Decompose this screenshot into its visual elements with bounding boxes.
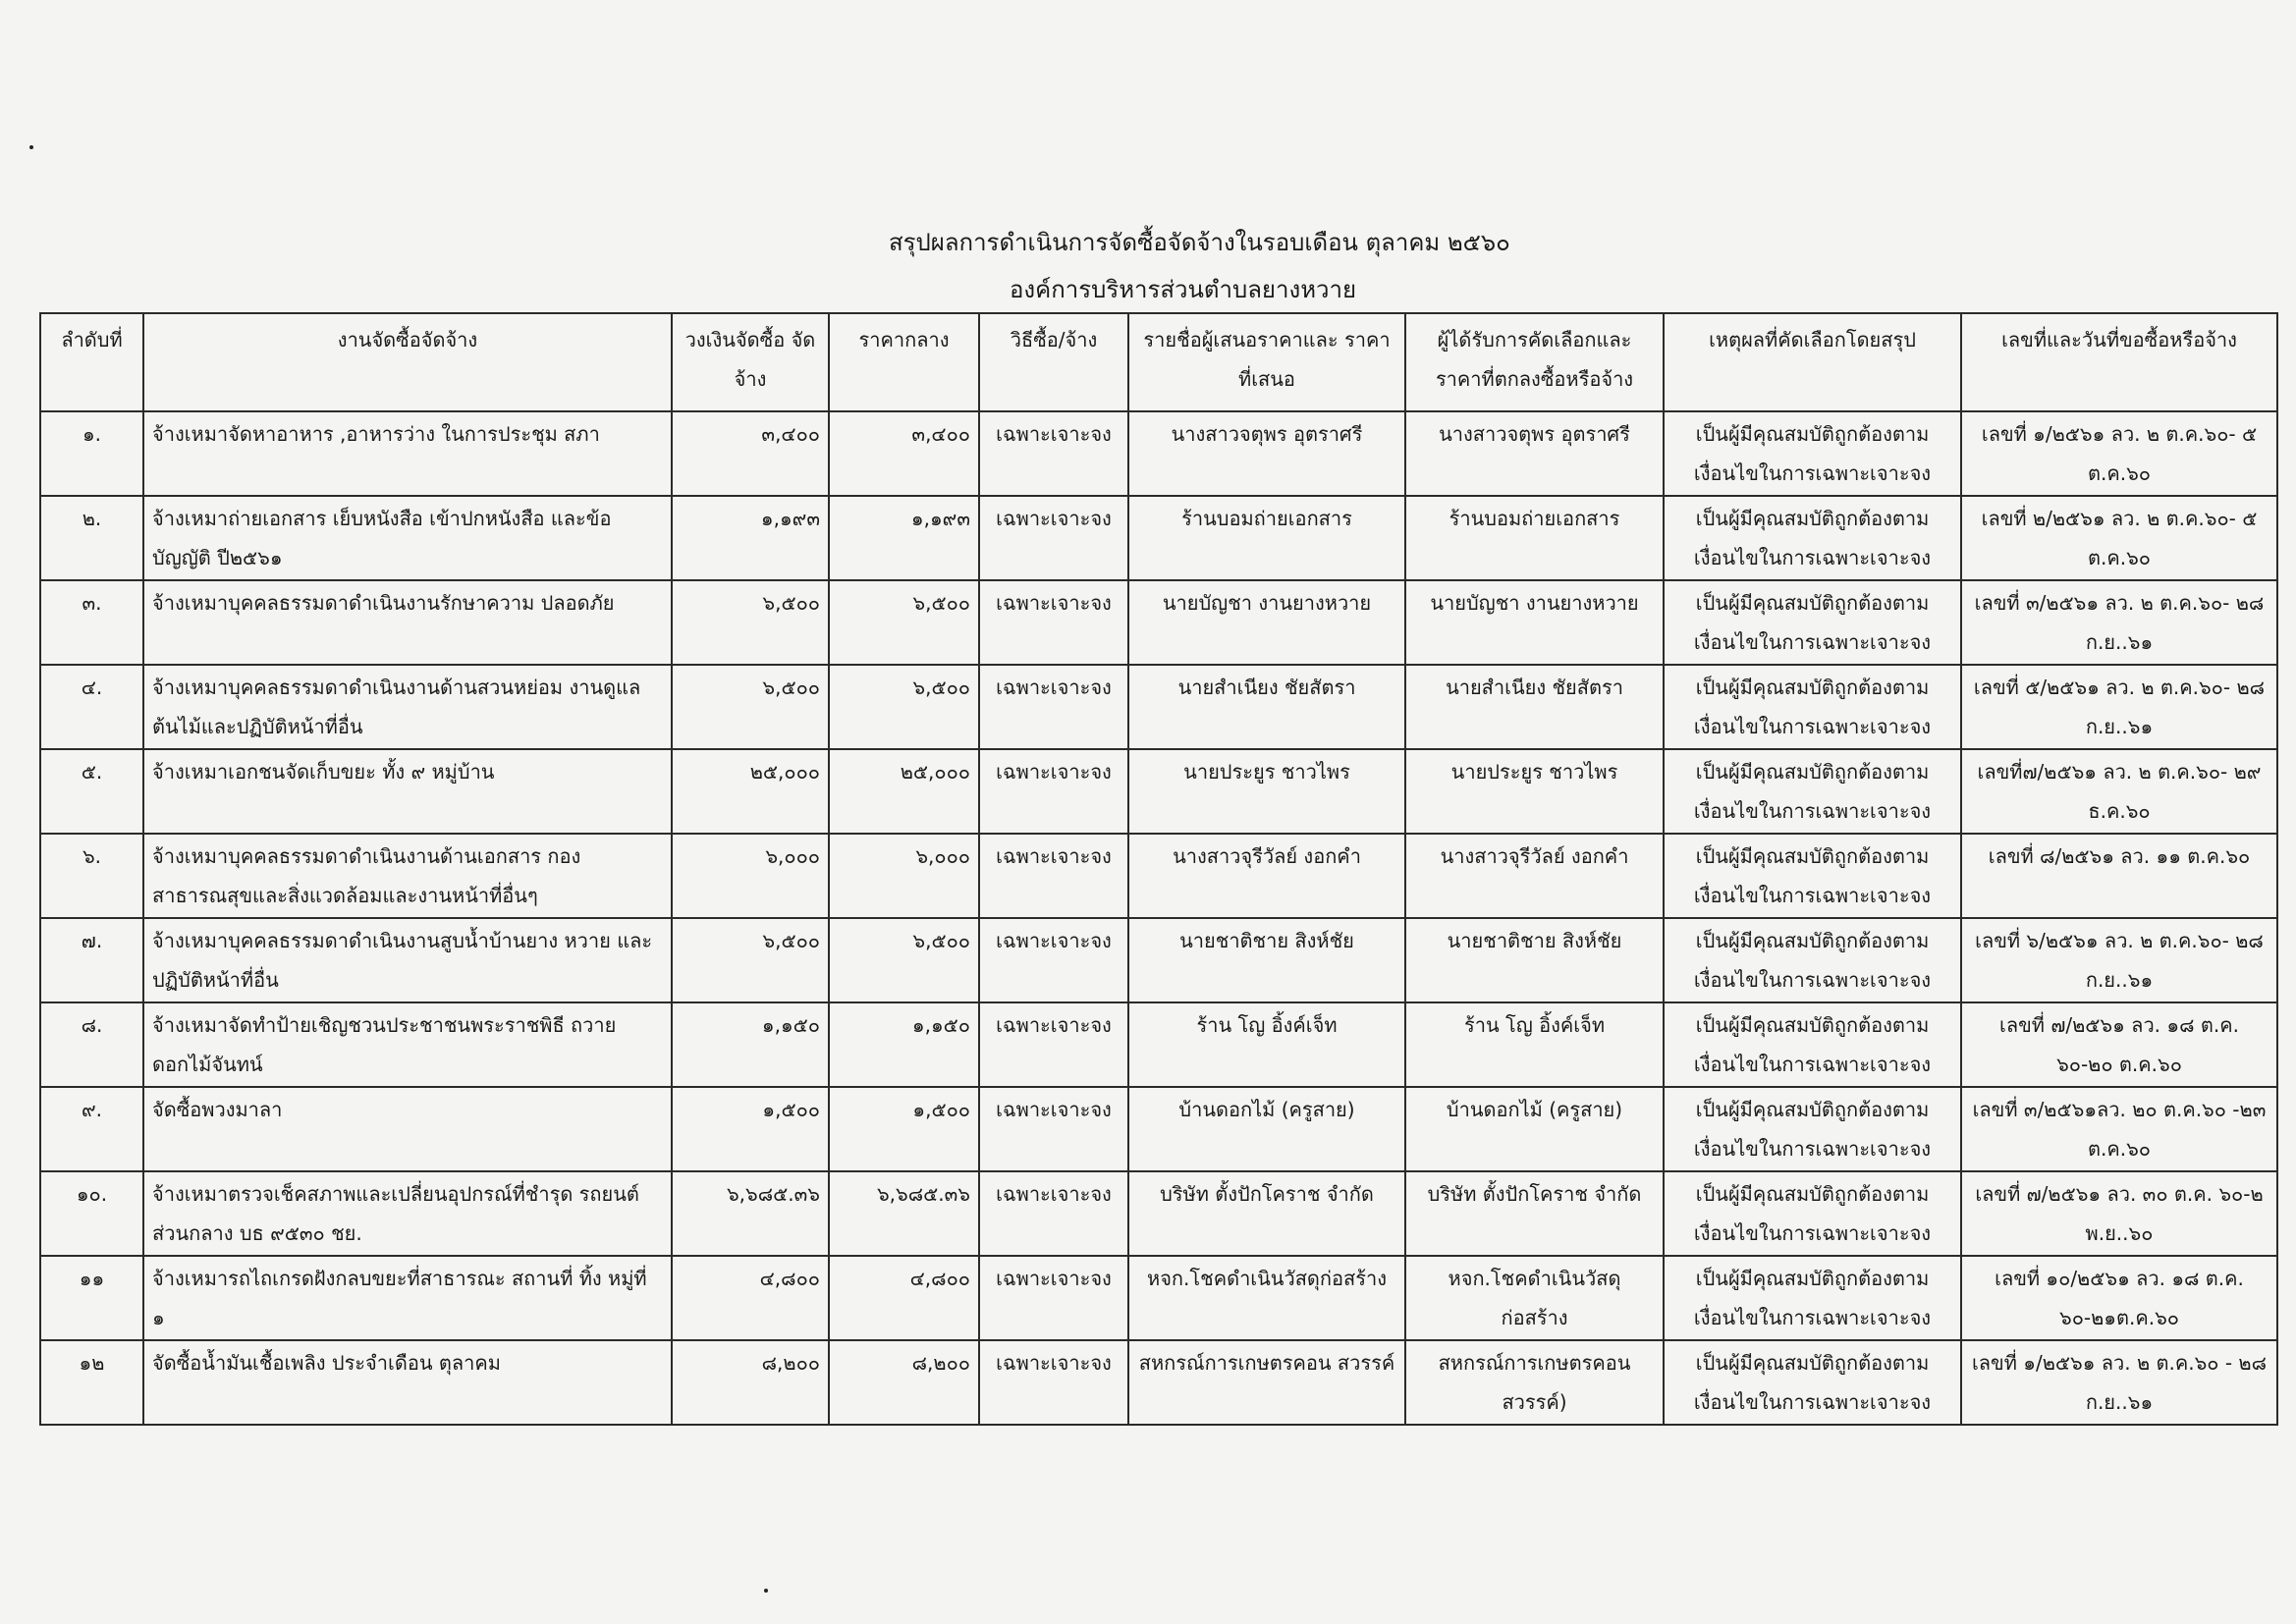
table-row	[40, 918, 2277, 1002]
header-bidders: รายชื่อผู้เสนอราคาและ ราคาที่เสนอ	[1128, 313, 1405, 411]
row-bidder: ร้าน โญ อิ้งค์เจ็ท	[1128, 1002, 1405, 1087]
table-row	[40, 411, 2277, 496]
row-winner: ร้าน โญ อิ้งค์เจ็ท	[1405, 1002, 1664, 1087]
row-reference: เลขที่ ๒/๒๕๖๑ ลว. ๒ ต.ค.๖๐- ๕ ต.ค.๖๐	[1961, 496, 2277, 580]
header-median-price: ราคากลาง	[829, 313, 979, 411]
row-method: เฉพาะเจาะจง	[979, 749, 1128, 834]
row-reference: เลขที่ ๓/๒๕๖๑ ลว. ๒ ต.ค.๖๐- ๒๘ ก.ย..๖๑	[1961, 580, 2277, 665]
row-item: จัดซื้อน้ำมันเชื้อเพลิง ประจำเดือน ตุลาคม	[143, 1340, 672, 1425]
row-reference: เลขที่ ๕/๒๕๖๑ ลว. ๒ ต.ค.๖๐- ๒๘ ก.ย..๖๑	[1961, 665, 2277, 749]
row-number: ๖.	[40, 834, 143, 918]
row-item: จ้างเหมาจัดหาอาหาร ,อาหารว่าง ในการประชุม สภา	[143, 411, 672, 496]
row-number: ๘.	[40, 1002, 143, 1087]
row-budget: ๓,๔๐๐	[672, 411, 829, 496]
row-median-price: ๘,๒๐๐	[829, 1340, 979, 1425]
row-budget: ๖,๐๐๐	[672, 834, 829, 918]
row-item: จ้างเหมาบุคคลธรรมดาดำเนินงานด้านเอกสาร กองสาธารณสุขและสิ่งแวดล้อมและงานหน้าที่อื่นๆ	[143, 834, 672, 918]
row-number: ๗.	[40, 918, 143, 1002]
organization-name: องค์การบริหารส่วนตำบลยางหวาย	[1010, 276, 1357, 303]
row-reference: เลขที่ ๑/๒๕๖๑ ลว. ๒ ต.ค.๖๐ - ๒๘ ก.ย..๖๑	[1961, 1340, 2277, 1425]
row-number: ๑.	[40, 411, 143, 496]
row-bidder: นางสาวจุรีวัลย์ งอกคำ	[1128, 834, 1405, 918]
row-reason: เป็นผู้มีคุณสมบัติถูกต้องตาม เงื่อนไขในการเฉพาะเจาะจง	[1664, 496, 1961, 580]
procurement-summary-table	[39, 312, 2278, 1426]
row-median-price: ๖,๖๘๕.๓๖	[829, 1171, 979, 1256]
row-number: ๕.	[40, 749, 143, 834]
table-header-row	[40, 313, 2277, 411]
row-median-price: ๑,๑๙๓	[829, 496, 979, 580]
header-winner: ผู้ได้รับการคัดเลือกและ ราคาที่ตกลงซื้อหรือจ้าง	[1405, 313, 1664, 411]
row-bidder: นายชาติชาย สิงห์ชัย	[1128, 918, 1405, 1002]
row-budget: ๑,๕๐๐	[672, 1087, 829, 1171]
table-row	[40, 1256, 2277, 1340]
row-winner: ร้านบอมถ่ายเอกสาร	[1405, 496, 1664, 580]
row-number: ๔.	[40, 665, 143, 749]
scan-speck	[29, 145, 33, 149]
row-budget: ๑,๑๕๐	[672, 1002, 829, 1087]
row-method: เฉพาะเจาะจง	[979, 1171, 1128, 1256]
row-budget: ๖,๕๐๐	[672, 918, 829, 1002]
row-bidder: นายประยูร ชาวไพร	[1128, 749, 1405, 834]
header-reference: เลขที่และวันที่ขอซื้อหรือจ้าง	[1961, 313, 2277, 411]
row-median-price: ๑,๑๕๐	[829, 1002, 979, 1087]
row-budget: ๒๕,๐๐๐	[672, 749, 829, 834]
row-number: ๙.	[40, 1087, 143, 1171]
header-budget: วงเงินจัดซื้อ จัดจ้าง	[672, 313, 829, 411]
row-reason: เป็นผู้มีคุณสมบัติถูกต้องตาม เงื่อนไขในการเฉพาะเจาะจง	[1664, 580, 1961, 665]
row-winner: หจก.โชคดำเนินวัสดุ ก่อสร้าง	[1405, 1256, 1664, 1340]
row-budget: ๔,๘๐๐	[672, 1256, 829, 1340]
row-reason: เป็นผู้มีคุณสมบัติถูกต้องตาม เงื่อนไขในการเฉพาะเจาะจง	[1664, 918, 1961, 1002]
row-method: เฉพาะเจาะจง	[979, 496, 1128, 580]
row-method: เฉพาะเจาะจง	[979, 411, 1128, 496]
table-row	[40, 749, 2277, 834]
row-budget: ๘,๒๐๐	[672, 1340, 829, 1425]
row-median-price: ๖,๕๐๐	[829, 665, 979, 749]
row-reason: เป็นผู้มีคุณสมบัติถูกต้องตาม เงื่อนไขในการเฉพาะเจาะจง	[1664, 749, 1961, 834]
table-row	[40, 1087, 2277, 1171]
row-reference: เลขที่ ๘/๒๕๖๑ ลว. ๑๑ ต.ค.๖๐	[1961, 834, 2277, 918]
row-number: ๓.	[40, 580, 143, 665]
row-item: จ้างเหมารถไถเกรดฝังกลบขยะที่สาธารณะ สถานที่ ทิ้ง หมู่ที่ ๑	[143, 1256, 672, 1340]
row-reference: เลขที่ ๑/๒๕๖๑ ลว. ๒ ต.ค.๖๐- ๕ ต.ค.๖๐	[1961, 411, 2277, 496]
header-item: งานจัดซื้อจัดจ้าง	[143, 313, 672, 411]
row-item: จ้างเหมาเอกชนจัดเก็บขยะ ทั้ง ๙ หมู่บ้าน	[143, 749, 672, 834]
row-method: เฉพาะเจาะจง	[979, 834, 1128, 918]
row-bidder: นางสาวจตุพร อุตราศรี	[1128, 411, 1405, 496]
row-bidder: ร้านบอมถ่ายเอกสาร	[1128, 496, 1405, 580]
table-row	[40, 1171, 2277, 1256]
row-method: เฉพาะเจาะจง	[979, 1340, 1128, 1425]
row-reason: เป็นผู้มีคุณสมบัติถูกต้องตาม เงื่อนไขในการเฉพาะเจาะจง	[1664, 834, 1961, 918]
row-method: เฉพาะเจาะจง	[979, 580, 1128, 665]
row-winner: นางสาวจุรีวัลย์ งอกคำ	[1405, 834, 1664, 918]
header-no: ลำดับที่	[40, 313, 143, 411]
table-row	[40, 496, 2277, 580]
row-item: จ้างเหมาตรวจเช็คสภาพและเปลี่ยนอุปกรณ์ที่ชำรุด รถยนต์ส่วนกลาง บธ ๙๕๓๐ ชย.	[143, 1171, 672, 1256]
row-reference: เลขที่ ๑๐/๒๕๖๑ ลว. ๑๘ ต.ค. ๖๐-๒๑ต.ค.๖๐	[1961, 1256, 2277, 1340]
row-reason: เป็นผู้มีคุณสมบัติถูกต้องตาม เงื่อนไขในการเฉพาะเจาะจง	[1664, 411, 1961, 496]
row-item: จ้างเหมาบุคคลธรรมดาดำเนินงานด้านสวนหย่อม งานดูแลต้นไม้และปฏิบัติหน้าที่อื่น	[143, 665, 672, 749]
row-item: จ้างเหมาถ่ายเอกสาร เย็บหนังสือ เข้าปกหนังสือ และข้อบัญญัติ ปี๒๕๖๑	[143, 496, 672, 580]
row-winner: บ้านดอกไม้ (ครูสาย)	[1405, 1087, 1664, 1171]
row-method: เฉพาะเจาะจง	[979, 1256, 1128, 1340]
row-median-price: ๒๕,๐๐๐	[829, 749, 979, 834]
row-reference: เลขที่ ๗/๒๕๖๑ ลว. ๑๘ ต.ค. ๖๐-๒๐ ต.ค.๖๐	[1961, 1002, 2277, 1087]
row-item: จ้างเหมาบุคคลธรรมดาดำเนินงานสูบน้ำบ้านยาง หวาย และปฏิบัติหน้าที่อื่น	[143, 918, 672, 1002]
row-reason: เป็นผู้มีคุณสมบัติถูกต้องตาม เงื่อนไขในการเฉพาะเจาะจง	[1664, 665, 1961, 749]
row-winner: นายประยูร ชาวไพร	[1405, 749, 1664, 834]
row-budget: ๖,๕๐๐	[672, 665, 829, 749]
row-budget: ๖,๖๘๕.๓๖	[672, 1171, 829, 1256]
row-median-price: ๔,๘๐๐	[829, 1256, 979, 1340]
row-bidder: นายบัญชา งานยางหวาย	[1128, 580, 1405, 665]
row-reference: เลขที่ ๗/๒๕๖๑ ลว. ๓๐ ต.ค. ๖๐-๒ พ.ย..๖๐	[1961, 1171, 2277, 1256]
row-item: จ้างเหมาจัดทำป้ายเชิญชวนประชาชนพระราชพิธี ถวายดอกไม้จันทน์	[143, 1002, 672, 1087]
row-winner: นายบัญชา งานยางหวาย	[1405, 580, 1664, 665]
row-reason: เป็นผู้มีคุณสมบัติถูกต้องตาม เงื่อนไขในการเฉพาะเจาะจง	[1664, 1256, 1961, 1340]
row-median-price: ๖,๐๐๐	[829, 834, 979, 918]
row-reason: เป็นผู้มีคุณสมบัติถูกต้องตาม เงื่อนไขในการเฉพาะเจาะจง	[1664, 1087, 1961, 1171]
row-item: จ้างเหมาบุคคลธรรมดาดำเนินงานรักษาความ ปลอดภัย	[143, 580, 672, 665]
row-budget: ๖,๕๐๐	[672, 580, 829, 665]
table-row	[40, 1002, 2277, 1087]
row-budget: ๑,๑๙๓	[672, 496, 829, 580]
row-reason: เป็นผู้มีคุณสมบัติถูกต้องตาม เงื่อนไขในการเฉพาะเจาะจง	[1664, 1340, 1961, 1425]
row-method: เฉพาะเจาะจง	[979, 918, 1128, 1002]
row-median-price: ๖,๕๐๐	[829, 580, 979, 665]
row-reason: เป็นผู้มีคุณสมบัติถูกต้องตาม เงื่อนไขในการเฉพาะเจาะจง	[1664, 1171, 1961, 1256]
row-median-price: ๖,๕๐๐	[829, 918, 979, 1002]
row-reference: เลขที่๗/๒๕๖๑ ลว. ๒ ต.ค.๖๐- ๒๙ ธ.ค.๖๐	[1961, 749, 2277, 834]
row-winner: สหกรณ์การเกษตรคอน สวรรค์)	[1405, 1340, 1664, 1425]
row-method: เฉพาะเจาะจง	[979, 1002, 1128, 1087]
row-bidder: หจก.โชคดำเนินวัสดุก่อสร้าง	[1128, 1256, 1405, 1340]
row-reference: เลขที่ ๖/๒๕๖๑ ลว. ๒ ต.ค.๖๐- ๒๘ ก.ย..๖๑	[1961, 918, 2277, 1002]
scan-speck	[764, 1589, 768, 1593]
row-reference: เลขที่ ๓/๒๕๖๑ลว. ๒๐ ต.ค.๖๐ -๒๓ ต.ค.๖๐	[1961, 1087, 2277, 1171]
row-number: ๑๑	[40, 1256, 143, 1340]
row-reason: เป็นผู้มีคุณสมบัติถูกต้องตาม เงื่อนไขในการเฉพาะเจาะจง	[1664, 1002, 1961, 1087]
row-winner: นางสาวจตุพร อุตราศรี	[1405, 411, 1664, 496]
header-reason: เหตุผลที่คัดเลือกโดยสรุป	[1664, 313, 1961, 411]
row-median-price: ๑,๕๐๐	[829, 1087, 979, 1171]
row-bidder: บริษัท ตั้งปักโคราช จำกัด	[1128, 1171, 1405, 1256]
row-winner: บริษัท ตั้งปักโคราช จำกัด	[1405, 1171, 1664, 1256]
header-method: วิธีซื้อ/จ้าง	[979, 313, 1128, 411]
row-bidder: นายสำเนียง ชัยสัตรา	[1128, 665, 1405, 749]
row-winner: นายชาติชาย สิงห์ชัย	[1405, 918, 1664, 1002]
row-bidder: บ้านดอกไม้ (ครูสาย)	[1128, 1087, 1405, 1171]
row-method: เฉพาะเจาะจง	[979, 1087, 1128, 1171]
document-title: สรุปผลการดำเนินการจัดซื้อจัดจ้างในรอบเดือน ตุลาคม ๒๕๖๐	[889, 229, 1510, 256]
row-item: จัดซื้อพวงมาลา	[143, 1087, 672, 1171]
row-number: ๑๒	[40, 1340, 143, 1425]
row-number: ๑๐.	[40, 1171, 143, 1256]
row-method: เฉพาะเจาะจง	[979, 665, 1128, 749]
row-number: ๒.	[40, 496, 143, 580]
table-row	[40, 834, 2277, 918]
row-winner: นายสำเนียง ชัยสัตรา	[1405, 665, 1664, 749]
table-row	[40, 1340, 2277, 1425]
row-median-price: ๓,๔๐๐	[829, 411, 979, 496]
table-row	[40, 580, 2277, 665]
row-bidder: สหกรณ์การเกษตรคอน สวรรค์	[1128, 1340, 1405, 1425]
table-row	[40, 665, 2277, 749]
